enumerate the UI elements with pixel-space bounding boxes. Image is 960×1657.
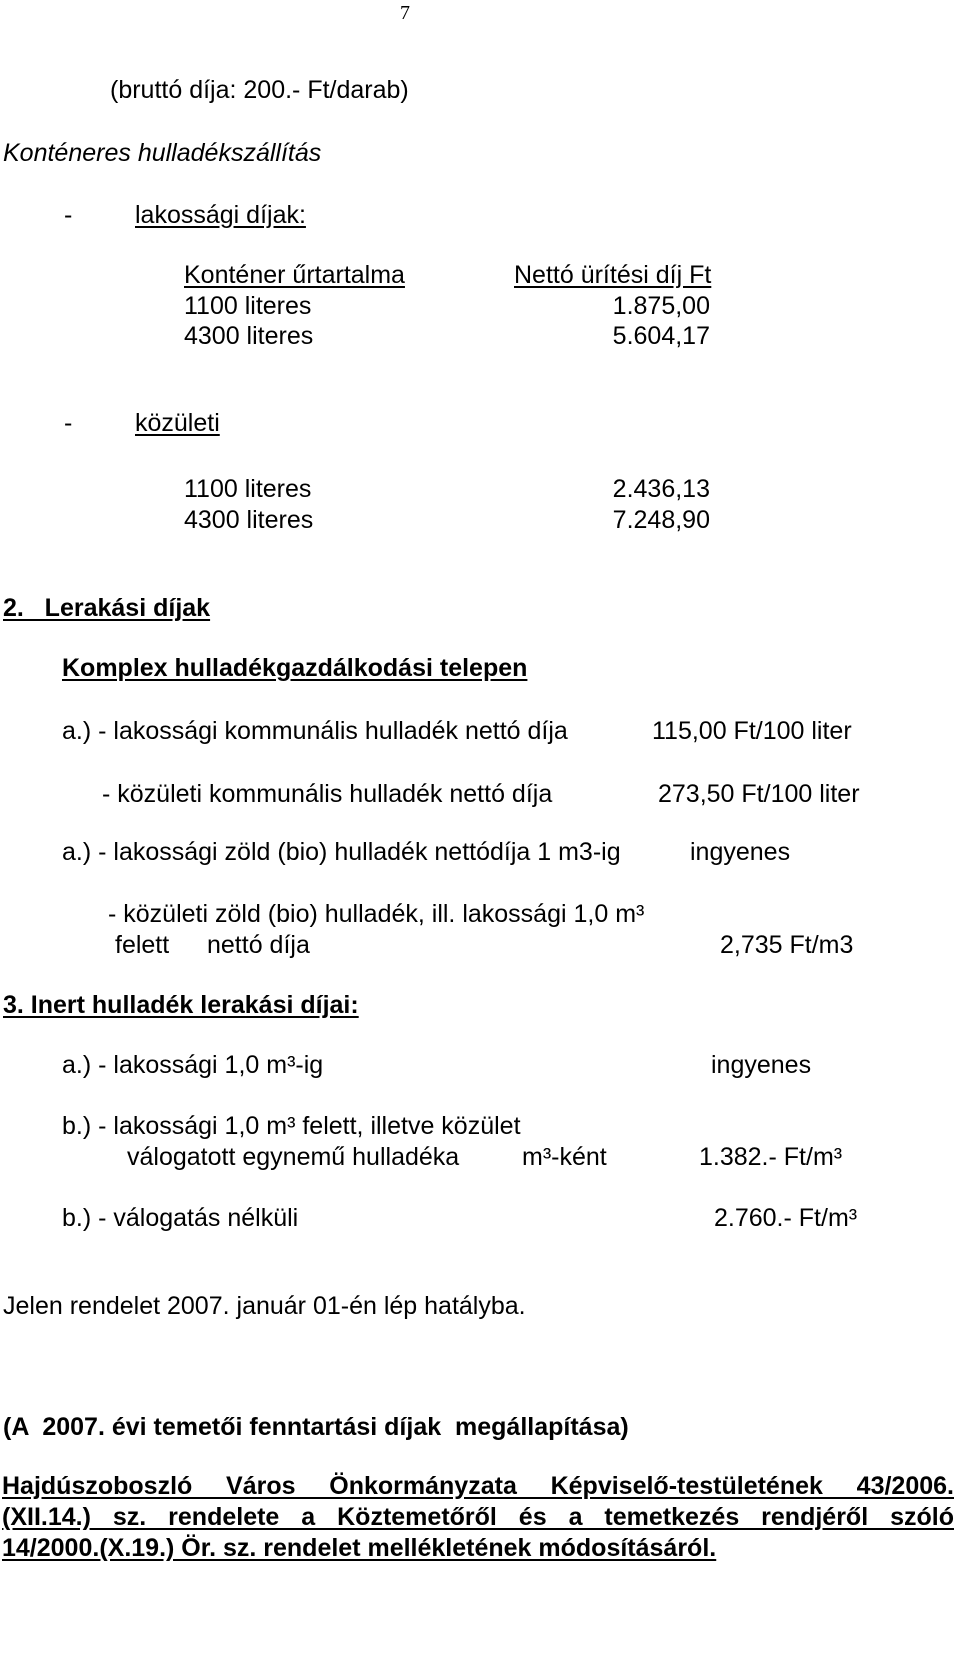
- section2-title: 2. Lerakási díjak: [3, 594, 211, 622]
- inert-item-c-value: 2.760.- Ft/m³: [714, 1204, 858, 1232]
- residential-dash: -: [64, 201, 73, 229]
- inert-item-a-text: a.) - lakossági 1,0 m³-ig: [62, 1051, 324, 1079]
- section3-title: 3. Inert hulladék lerakási díjai:: [3, 991, 359, 1019]
- amendment-line-3: 14/2000.(X.19.) Ör. sz. rendelet mellékletének módosításáról.: [2, 1534, 717, 1562]
- col-fee-header-text: Nettó ürítési díj Ft: [514, 261, 712, 289]
- inert-item-b-unit: m³-ként: [522, 1143, 607, 1171]
- amendment-line-2: (XII.14.) sz. rendelete a Köztemetőről és a temetkezés rendjéről szóló: [2, 1503, 954, 1531]
- page-number: 7: [400, 2, 410, 24]
- inert-item-b-line1: b.) - lakossági 1,0 m³ felett, illetve közület: [62, 1112, 521, 1140]
- section2-subtitle: Komplex hulladékgazdálkodási telepen: [62, 654, 528, 682]
- col-fee-header: [514, 263, 711, 288]
- cemetery-fees-title: (A 2007. évi temetői fenntartási díjak megállapítása): [3, 1413, 629, 1441]
- residential-row-2-capacity: 4300 literes: [184, 322, 314, 350]
- residential-row-1-fee: 1.875,00: [612, 292, 710, 320]
- landfill-item-public-text: - közületi kommunális hulladék nettó díja: [102, 780, 553, 808]
- residential-row-1-capacity: 1100 literes: [184, 292, 312, 320]
- green-public-line2-a: felett: [115, 931, 170, 959]
- green-public-line2-b: nettó díja: [207, 931, 310, 959]
- public-row-2-fee: 7.248,90: [612, 506, 710, 534]
- amendment-line-1: Hajdúszoboszló Város Önkormányzata Képviselő-testületének 43/2006.: [2, 1472, 954, 1500]
- inert-item-b-value: 1.382.- Ft/m³: [699, 1143, 843, 1171]
- residential-row-2-fee: 5.604,17: [612, 322, 710, 350]
- landfill-item-green-text: a.) - lakossági zöld (bio) hulladék nettódíja 1 m3-ig: [62, 838, 621, 866]
- public-row-2-capacity: 4300 literes: [184, 506, 314, 534]
- landfill-item-residential-text: a.) - lakossági kommunális hulladék nettó díja: [62, 717, 568, 745]
- public-dash: -: [64, 409, 73, 437]
- landfill-item-green-value: ingyenes: [690, 838, 791, 866]
- inert-item-c-text: b.) - válogatás nélküli: [62, 1204, 299, 1232]
- public-row-1-capacity: 1100 literes: [184, 475, 312, 503]
- public-label: közületi: [135, 409, 220, 437]
- inert-item-a-value: ingyenes: [711, 1051, 812, 1079]
- green-public-line1: - közületi zöld (bio) hulladék, ill. lakossági 1,0 m³: [108, 900, 645, 928]
- green-public-value: 2,735 Ft/m3: [720, 931, 854, 959]
- public-row-1-fee: 2.436,13: [612, 475, 710, 503]
- landfill-item-residential-value: 115,00 Ft/100 liter: [652, 717, 852, 745]
- residential-label: lakossági díjak:: [135, 201, 306, 229]
- landfill-item-public-value: 273,50 Ft/100 liter: [658, 780, 860, 808]
- col-capacity-header: Konténer űrtartalma: [184, 261, 405, 289]
- inert-item-b-line2: válogatott egynemű hulladéka: [127, 1143, 460, 1171]
- bulk-price-note: (bruttó díja: 200.- Ft/darab): [110, 76, 409, 104]
- effective-date-statement: Jelen rendelet 2007. január 01-én lép hatályba.: [3, 1292, 526, 1320]
- container-heading: Konténeres hulladékszállítás: [3, 139, 322, 167]
